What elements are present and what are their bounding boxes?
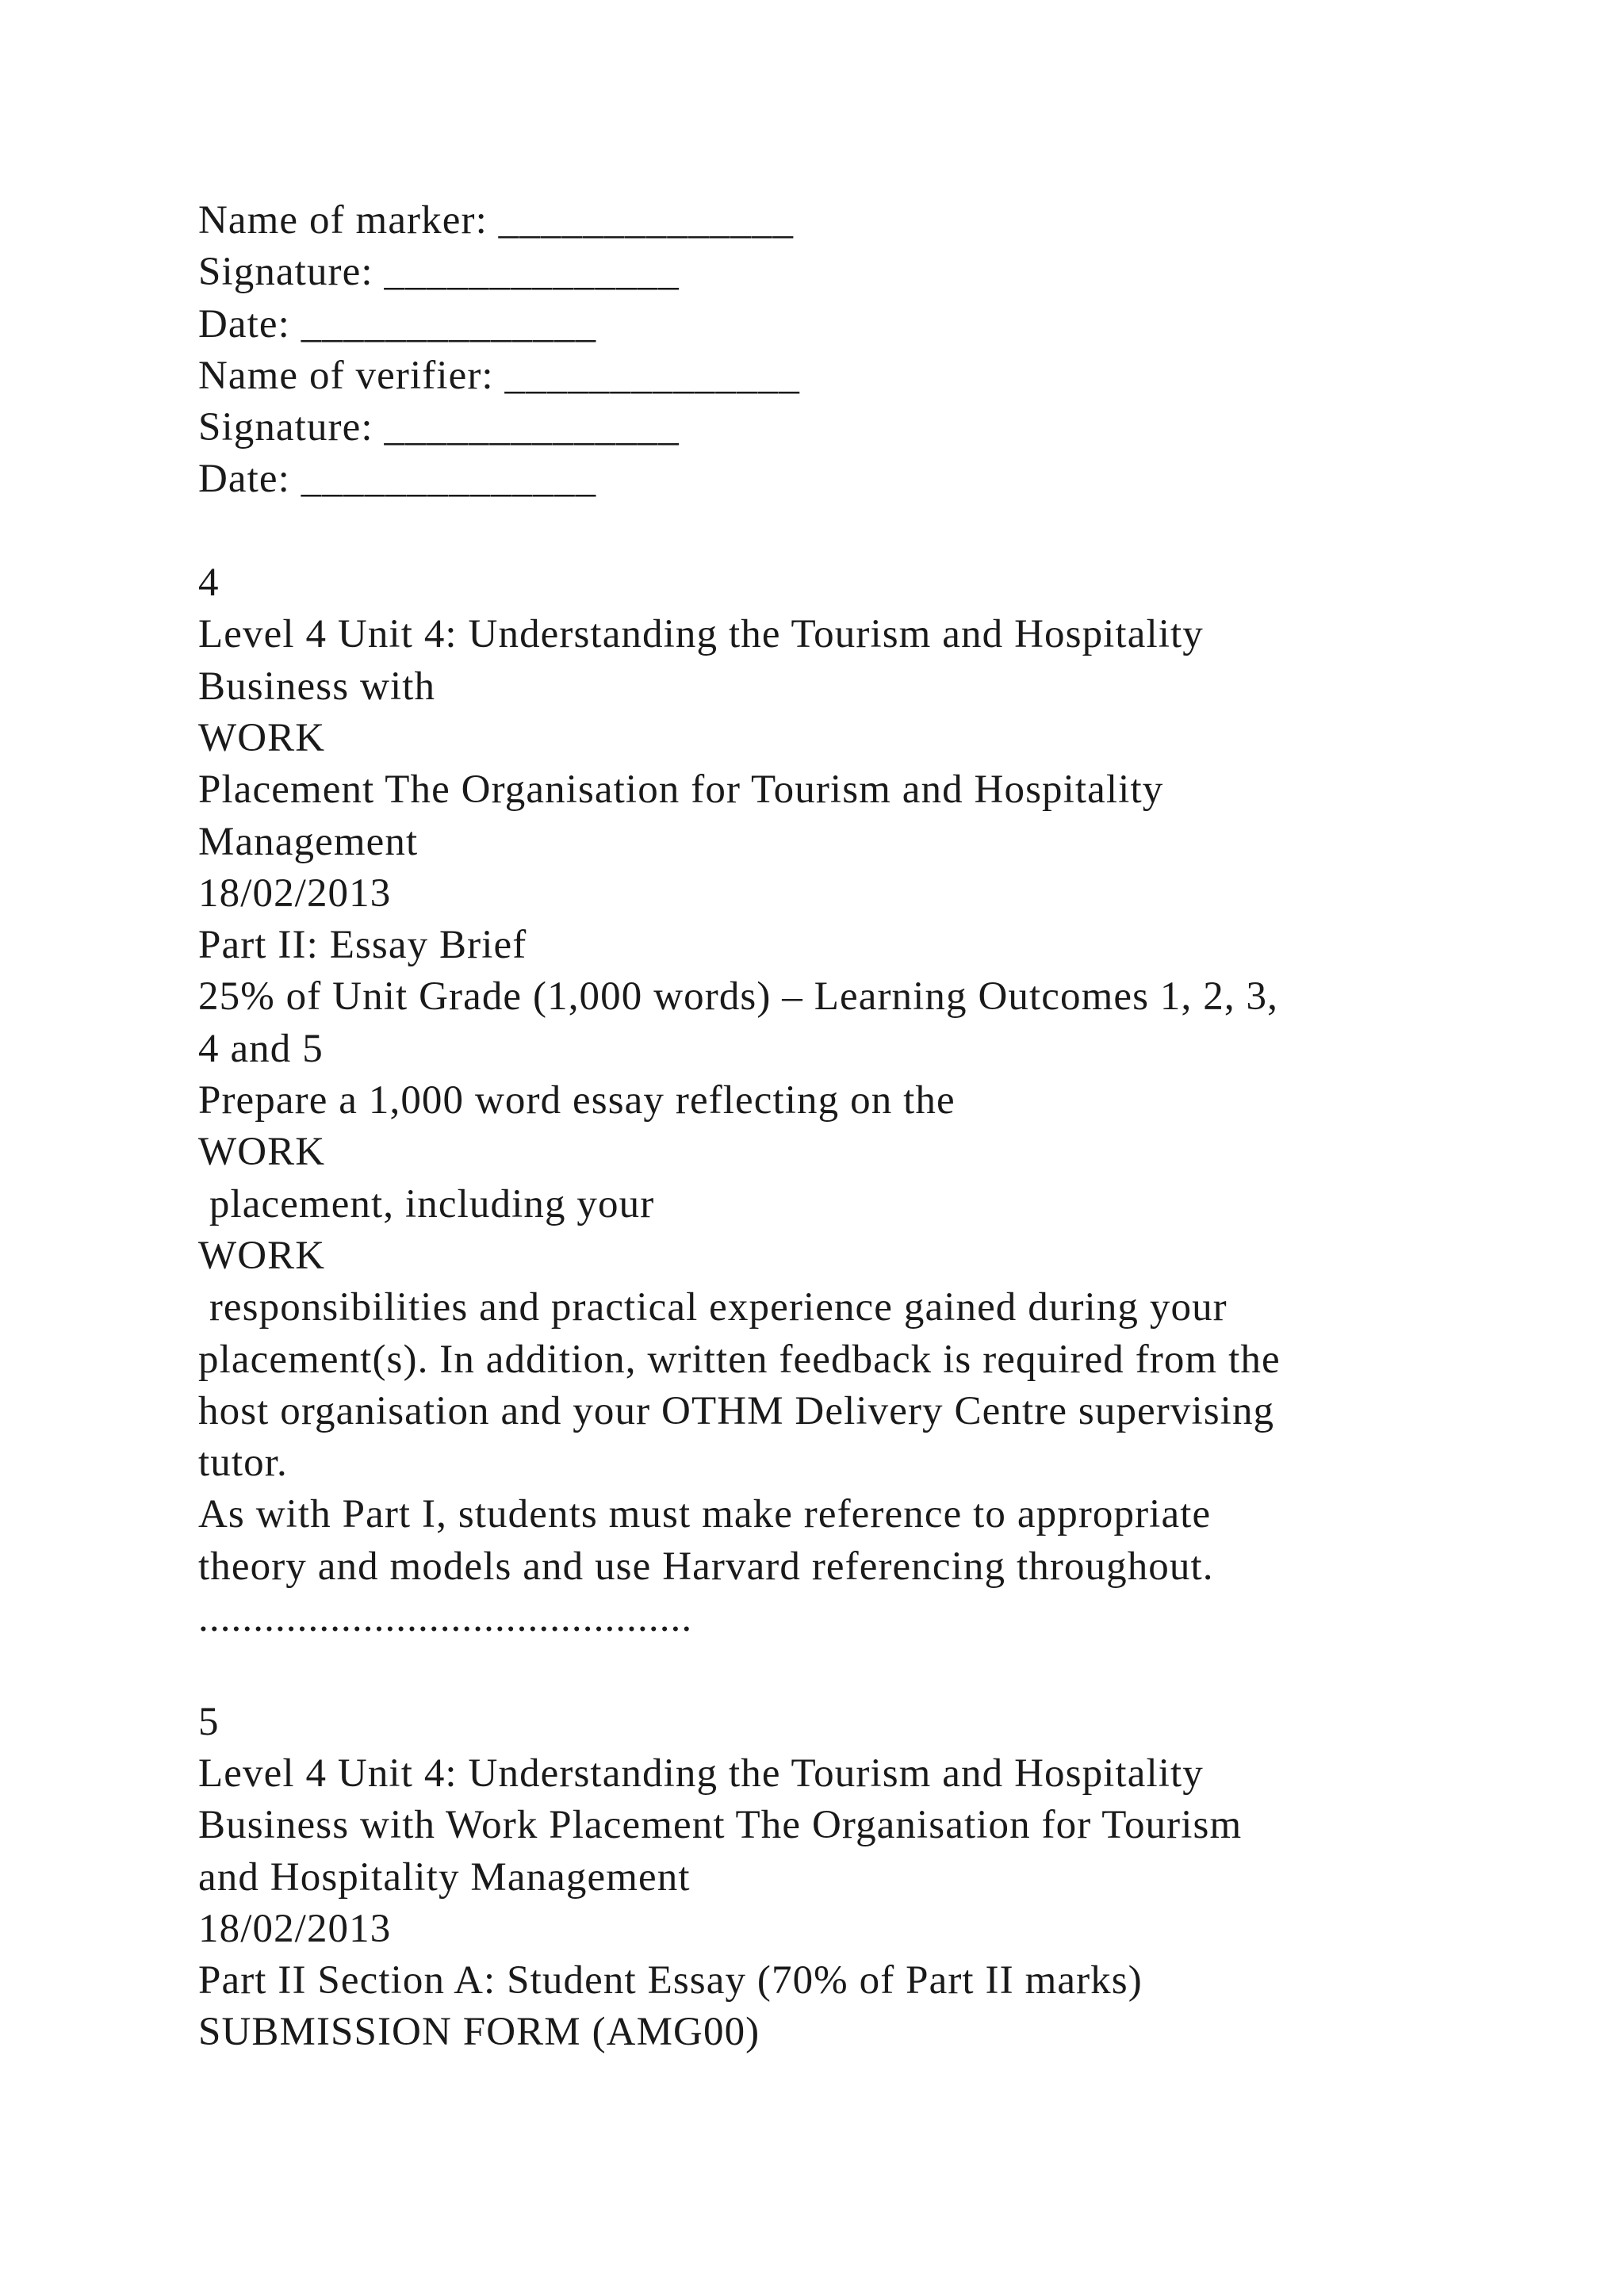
marker-signature-line: Signature: ______________ [198, 250, 680, 295]
marker-date-line: Date: ______________ [198, 301, 597, 346]
body-line: WORK [198, 1130, 326, 1175]
marker-name-line: Name of marker: ______________ [198, 198, 795, 243]
document-date: 18/02/2013 [198, 1906, 392, 1951]
spacer [198, 1644, 1467, 1696]
body-line: WORK [198, 1233, 326, 1278]
section-heading: Part II Section A: Student Essay (70% of Part II marks) [198, 1958, 1143, 2003]
body-line: placement(s). In addition, written feedback is required from the [198, 1337, 1281, 1382]
body-line: host organisation and your OTHM Delivery Centre supervising [198, 1388, 1275, 1433]
unit-title-line: Level 4 Unit 4: Understanding the Tourism and Hospitality [198, 612, 1204, 657]
unit-title-line: Business with Work Placement The Organisation for Tourism [198, 1803, 1243, 1848]
unit-title-line: Level 4 Unit 4: Understanding the Tourism and Hospitality [198, 1751, 1204, 1796]
document-text [198, 195, 1467, 2059]
section-heading: Part II: Essay Brief [198, 923, 527, 968]
unit-title-line: and Hospitality Management [198, 1854, 691, 1900]
unit-title-line: Placement The Organisation for Tourism and Hospitality [198, 767, 1164, 813]
grade-line: 25% of Unit Grade (1,000 words) – Learning Outcomes 1, 2, 3, [198, 974, 1278, 1020]
unit-title-line: Business with [198, 664, 436, 709]
unit-title-line: Management [198, 819, 419, 864]
body-line: responsibilities and practical experience gained during your [198, 1285, 1228, 1330]
verifier-name-line: Name of verifier: ______________ [198, 353, 800, 398]
document-date: 18/02/2013 [198, 871, 392, 916]
verifier-date-line: Date: ______________ [198, 457, 597, 502]
dotted-separator: ............................................. [198, 1596, 693, 1641]
spacer [198, 506, 1467, 557]
body-line: theory and models and use Harvard referencing throughout. [198, 1544, 1214, 1589]
page-number: 5 [198, 1699, 220, 1744]
verifier-signature-line: Signature: ______________ [198, 405, 680, 450]
unit-title-line: WORK [198, 715, 326, 760]
body-line: As with Part I, students must make reference to appropriate [198, 1492, 1212, 1537]
body-line: placement, including your [198, 1181, 655, 1226]
body-line: Prepare a 1,000 word essay reflecting on the [198, 1078, 956, 1123]
grade-line: 4 and 5 [198, 1026, 324, 1071]
form-title: SUBMISSION FORM (AMG00) [198, 2010, 760, 2055]
page-number: 4 [198, 561, 220, 606]
body-line: tutor. [198, 1441, 288, 1486]
